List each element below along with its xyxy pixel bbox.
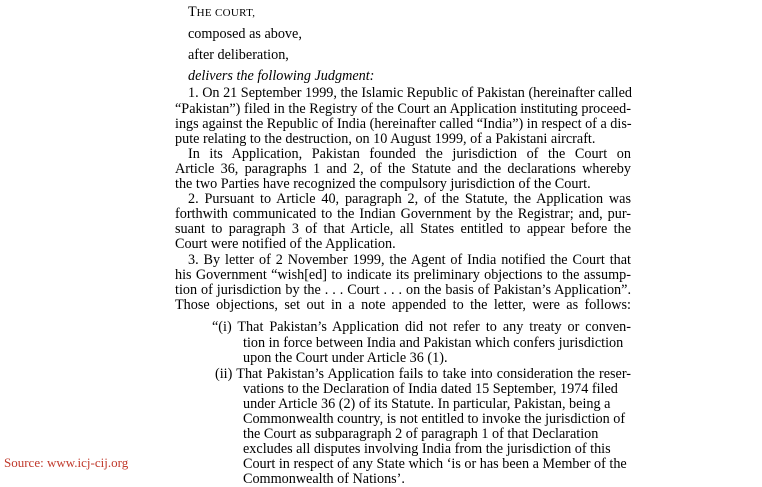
objection-ii-line-3: under Article 36 (2) of its Statute. In particular, Pakistan, being a (243, 396, 611, 412)
para-1-line-4: pute relating to the destruction, on 10 August 1999, of a Pakistani aircraft. (175, 131, 596, 147)
court-heading-rest: HE COURT, (196, 7, 256, 19)
para-2-line-3: suant to paragraph 3 of that Article, all States entitled to appear before the (175, 221, 631, 237)
objection-ii-line-2: vations to the Declaration of India dated 15 September, 1974 filed (243, 381, 618, 397)
objection-ii-line-1: (ii) That Pakistan’s Application fails to take into consideration the reser- (215, 366, 631, 382)
para-3-line-4: Those objections, set out in a note appended to the letter, were as follows: (175, 297, 631, 313)
para-2-line-4: Court were notified of the Application. (175, 236, 396, 252)
objection-ii-line-5: the Court as subparagraph 2 of paragraph 1 of that Declaration (243, 426, 599, 442)
composed-line: composed as above, (188, 26, 302, 42)
para-1b-line-1: In its Application, Pakistan founded the jurisdiction of the Court on (188, 146, 631, 162)
para-3-line-1: 3. By letter of 2 November 1999, the Agent of India notified the Court that (188, 252, 631, 268)
para-3-line-3: tion of jurisdiction by the . . . Court . . . on the basis of Pakistan’s Application”. (175, 282, 631, 298)
para-1-line-3: ings against the Republic of India (hereinafter called “India”) in respect of a dis- (175, 116, 632, 132)
para-1-line-2: “Pakistan”) filed in the Registry of the Court an Application instituting proceed- (175, 101, 631, 117)
para-1b-line-3: the two Parties have recognized the compulsory jurisdiction of the Court. (175, 176, 591, 192)
court-heading-initial: T (188, 4, 197, 20)
source-caption: Source: www.icj-cij.org (4, 455, 129, 470)
para-2-line-1: 2. Pursuant to Article 40, paragraph 2, of the Statute, the Application was (188, 191, 631, 207)
objection-ii-line-6: excludes all disputes involving India from the jurisdiction of this (243, 441, 611, 457)
para-2-line-2: forthwith communicated to the Indian Government by the Registrar; and, pur- (175, 206, 631, 222)
para-3-line-2: his Government “wish[ed] to indicate its preliminary objections to the assump- (175, 267, 631, 283)
objection-ii-line-7: Court in respect of any State which ‘is or has been a Member of the (243, 456, 627, 472)
objection-ii-line-4: Commonwealth country, is not entitled to invoke the jurisdiction of (243, 411, 626, 427)
para-1-line-1: 1. On 21 September 1999, the Islamic Republic of Pakistan (hereinafter called (188, 85, 633, 101)
para-1b-line-2: Article 36, paragraphs 1 and 2, of the Statute and the declarations whereby (175, 161, 631, 177)
deliberation-line: after deliberation, (188, 47, 289, 63)
court-heading (188, 4, 762, 21)
delivers-line: delivers the following Judgment: (188, 68, 375, 84)
objection-ii-line-8: Commonwealth of Nations’. (243, 471, 405, 487)
objection-i-line-3: upon the Court under Article 36 (1). (243, 350, 448, 366)
objection-i-line-2: tion in force between India and Pakistan which confers jurisdiction (243, 335, 624, 351)
objection-i-line-1: “(i) That Pakistan’s Application did not refer to any treaty or conven- (212, 319, 631, 335)
